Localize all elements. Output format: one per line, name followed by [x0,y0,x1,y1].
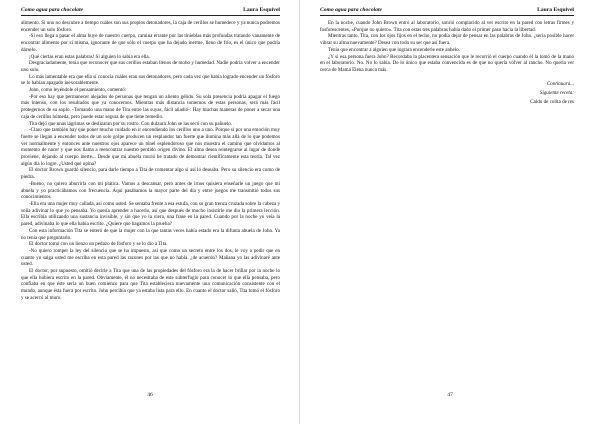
next-recipe-name: Caldo de colita de res [530,98,574,105]
paragraph: Con esta información Tita se enteró de que la mujer con la que tantas veces había estado era la difunta abuela de John. Ya no tenía que preguntarlo. [21,227,280,241]
paragraph: Desgraciadamente, tenía que reconocer que sus cerillos estaban llenos de moho y humedad. Nadie podría volver a encender uno solo. [21,60,280,73]
chapter-closing [320,80,574,107]
header-rule [21,15,280,16]
page-number: 46 [147,392,153,398]
paragraph: ¡Qué ciertas eran estas palabras! Si alguien lo sabía era ella. [29,53,150,60]
left-page-body [21,20,280,302]
paragraph: El doctor tomó con un lienzo un pedazo de fósforo y se lo dio a Tita. [29,241,168,248]
paragraph: John, como leyéndole el pensamiento, comentó: [29,87,127,94]
paragraph: Tita dejó que unas lágrimas se deslizaran por su rostro. Con dulzura John se las secó con su pañuelo. [29,120,233,127]
right-page-body [320,20,574,107]
paragraph: -Claro que también hay que poner mucho cuidado en ir encendiendo los cerillos uno a uno. Porque si por una emoción muy fuerte se llegan a encender todos de un solo golpe producen un resplandor tan fuerte que ilumina más allá de lo que podemos ver normalmente y entonces ante nuestros ojos aparece un túnel esplendoroso que nos muestra el camino que olvidamos al momento de nacer y que nos llama a reencontrar nuestro perdido origen divino. El alma desea reintegrarse al lugar de donde proviene, dejando al cuerpo inerte... Desde que mi abuela murió he tratado de demostrar científicamente esta teoría. Tal vez algún día lo logre. ¿Usted qué opina? [21,127,280,167]
paragraph: -Ella era una mujer muy callada, así como usted. Se sentaba frente a esa estufa, con su gran trenza cruzada sobre la cabeza y solía adivinar lo que yo pensaba. Yo quería aprender a hacerlo, así que después de mucho insistirle me dio la primera lección. Ella escribía utilizando una sustancia invisible, y sin que yo la viera, una frase en la pared. Cuando por la noche yo veía la pared, adivinaba lo que ella había escrito. ¿Quiere que hagamos la prueba? [21,200,280,228]
running-title: Como agua para chocolate [320,7,382,13]
running-author: Laura Esquivel [243,7,280,13]
paragraph: -Si eso llega a pasar el alma huye de nuestro cuerpo, camina errante por las tinieblas más profundas tratando vanamente de encontrar alimento por sí misma, ignorante de que sólo el cuerpo que ha dejado inerme, lleno de frío, es el único que podría dárselo. [21,33,280,53]
paragraph: -Bueno, no quiero aburrirla con mi plática. Vamos a descansar, pero antes de irnos quisiera enseñarle un juego que mi abuela y yo practicábamos con frecuencia. Aquí pasábamos la mayor parte del día y entre juegos me transmitió todos sus conocimientos. [21,180,280,201]
running-title: Como agua para chocolate [21,7,83,13]
paragraph: Tenía que encontrar a alguien que lograra encenderle este anhelo. [328,46,460,53]
paragraph: ¿Y si esa persona fuera John? Recordaba la placentera sensación que le recorrió el cuerpo cuando él la tomó de la mano en el laboratorio. No. No lo sabía. De lo único que estaba convencida es de que no quería volver al rancho. No quería ver cerca de Mamá Elena nunca más. [320,53,574,73]
paragraph: alimento. Si uno no descubre a tiempo cuáles son sus propios detonadores, la caja de cerillos se humedece y ya nunca podremos encender un solo fósforo. [21,20,280,33]
paragraph: El doctor Brown guardó silencio, para darle tiempo a Tita de comentar algo si así lo deseaba. Pero su silencio era como de piedra. [21,167,280,181]
next-recipe-label: Siguiente receta: [539,89,574,96]
page-number: 47 [447,392,453,398]
paragraph: El doctor, por supuesto, omitió decirle a Tita que una de las propiedades del fósforo era la de hacer brillar por la noche lo que ella hubiera escrito en la pared. Obviamente, él no necesitaba de este subterfugio para conocer lo que ella pensaba, pero confiaba en que éste sería un buen comienzo para que Tita estableciera nuevamente una comunicación consistente con el mundo, aunque ésta fuera por escrito. John percibía que ya estaba lista para ello. En cuanto el doctor salió, Tita tomó el fósforo y se acercó al muro. [21,268,280,301]
paragraph: En la noche, cuando John Brown entró al laboratorio, sonrió complacido al ver escrito en la pared con letras firmes y fosforescentes, «Porque no quiero». Tita con estas tres palabras había dado el primer paso hacia la libertad. [320,20,574,33]
running-author: Laura Esquivel [537,7,574,13]
paragraph: -Por eso hay que permanecer alejados de personas que tengan un aliento gélido. Su sola presencia podría apagar el fuego más intenso, con los resultados que ya conocemos. Mientras más distancia tomemos de estas personas, será más fácil protegernos de su soplo. -Tomando una mano de Tita entre las suyas, fácil añadió-: Hay muchas maneras de poner a secar una caja de cerillos húmeda, pero puede estar segura de que tiene remedio. [21,93,280,120]
continues-note: Continuará... [546,80,574,87]
right-page [300,0,600,424]
header-rule [320,15,574,16]
paragraph: -No quiero romper la ley del silencio que se ha impuesto, así que como un secreto entre los dos, le voy a pedir que en cuanto yo salga usted me escriba en esta pared las razones por las que no habla. ¿de acuerdo? Mañana yo las adivinaré ante usted. [21,247,280,268]
paragraph: Lo más lamentable era que ella sí conocía cuáles eran sus detonadores, pero cada vez que había logrado encender un fósforo se lo habían apagado inexorablemente. [21,73,280,87]
paragraph: Mientras tanto, Tita, con los ojos fijos en el techo, no podía dejar de pensar en las palabras de John. ¿sería posible hacer vibrar su alma nuevamente? Desea con todo su ser que así fuera. [320,33,574,47]
